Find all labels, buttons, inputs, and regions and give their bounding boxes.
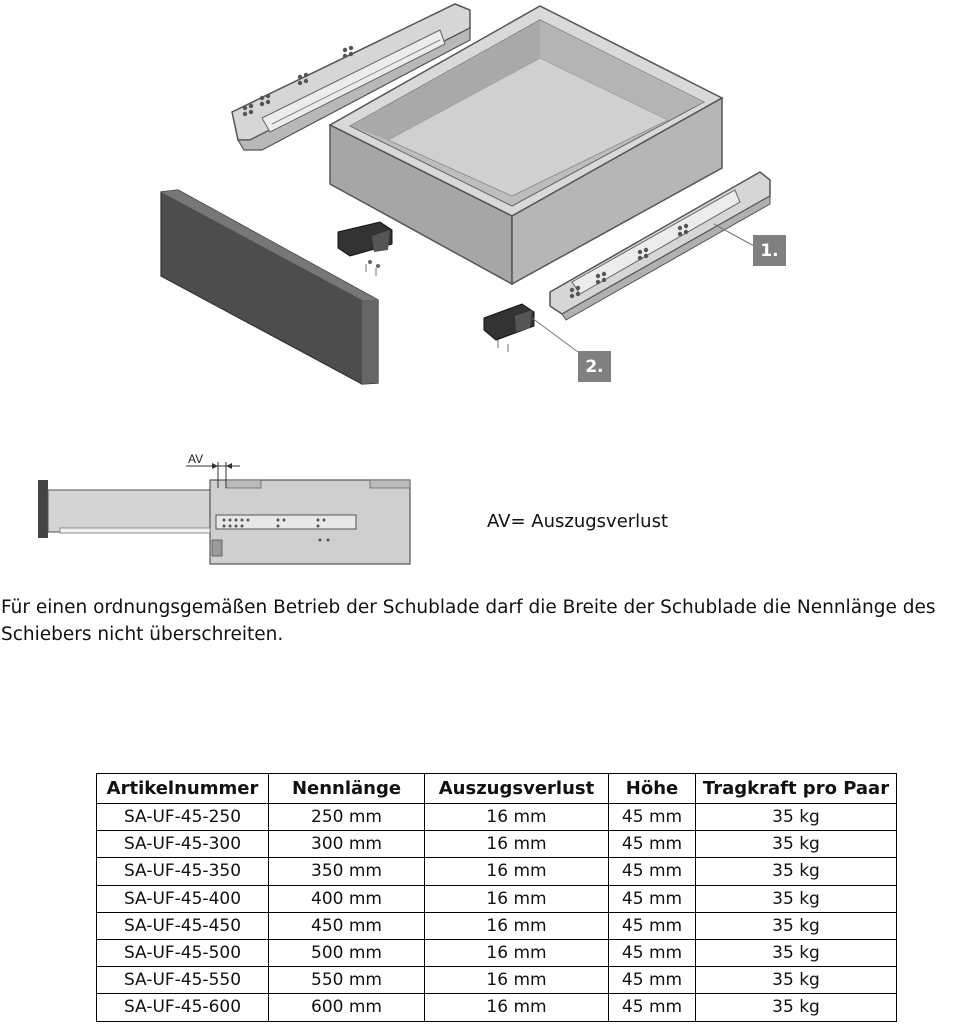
cell-height: 45 mm <box>609 939 696 966</box>
table-row <box>97 967 897 994</box>
callout-label-2: 2. <box>578 351 611 382</box>
cell-height: 45 mm <box>609 804 696 831</box>
header-nominal-length: Nennlänge <box>269 774 425 804</box>
cell-nominal-length: 550 mm <box>269 967 425 994</box>
cell-load-capacity: 35 kg <box>696 994 897 1021</box>
cell-load-capacity: 35 kg <box>696 858 897 885</box>
header-extension-loss: Auszugsverlust <box>425 774 609 804</box>
cell-nominal-length: 250 mm <box>269 804 425 831</box>
table-header-row <box>97 774 897 804</box>
header-height: Höhe <box>609 774 696 804</box>
cell-article-number: SA-UF-45-350 <box>97 858 269 885</box>
header-article-number: Artikelnummer <box>97 774 269 804</box>
cell-article-number: SA-UF-45-550 <box>97 967 269 994</box>
push-to-open-unit-upper <box>338 222 392 276</box>
drawer-front-panel <box>161 190 378 384</box>
cell-nominal-length: 400 mm <box>269 885 425 912</box>
instruction-text: Für einen ordnungsgemäßen Betrieb der Schublade darf die Breite der Schublade die Nennlänge des Schiebers nicht überschreiten. <box>1 597 936 645</box>
cell-height: 45 mm <box>609 912 696 939</box>
cell-extension-loss: 16 mm <box>425 967 609 994</box>
cell-height: 45 mm <box>609 831 696 858</box>
table-row <box>97 831 897 858</box>
cell-nominal-length: 600 mm <box>269 994 425 1021</box>
cell-article-number: SA-UF-45-600 <box>97 994 269 1021</box>
cell-height: 45 mm <box>609 994 696 1021</box>
cell-extension-loss: 16 mm <box>425 885 609 912</box>
cell-article-number: SA-UF-45-250 <box>97 804 269 831</box>
cell-article-number: SA-UF-45-500 <box>97 939 269 966</box>
av-caption: AV= Auszugsverlust <box>487 511 669 532</box>
cell-load-capacity: 35 kg <box>696 804 897 831</box>
cell-extension-loss: 16 mm <box>425 831 609 858</box>
cell-nominal-length: 500 mm <box>269 939 425 966</box>
cell-extension-loss: 16 mm <box>425 858 609 885</box>
cell-height: 45 mm <box>609 967 696 994</box>
cell-height: 45 mm <box>609 885 696 912</box>
cell-extension-loss: 16 mm <box>425 994 609 1021</box>
cell-load-capacity: 35 kg <box>696 912 897 939</box>
callout-label-1: 1. <box>753 235 786 266</box>
cell-article-number: SA-UF-45-300 <box>97 831 269 858</box>
header-load-capacity: Tragkraft pro Paar <box>696 774 897 804</box>
table-row <box>97 804 897 831</box>
table-row <box>97 939 897 966</box>
table-row <box>97 912 897 939</box>
cell-nominal-length: 350 mm <box>269 858 425 885</box>
cell-nominal-length: 450 mm <box>269 912 425 939</box>
cell-extension-loss: 16 mm <box>425 804 609 831</box>
extension-loss-diagram <box>38 462 410 564</box>
table-row <box>97 858 897 885</box>
cell-article-number: SA-UF-45-450 <box>97 912 269 939</box>
cell-load-capacity: 35 kg <box>696 885 897 912</box>
table-row <box>97 994 897 1021</box>
cell-nominal-length: 300 mm <box>269 831 425 858</box>
cell-load-capacity: 35 kg <box>696 939 897 966</box>
cell-extension-loss: 16 mm <box>425 912 609 939</box>
cell-height: 45 mm <box>609 858 696 885</box>
av-dimension-label: AV <box>188 452 204 466</box>
specification-table <box>96 773 897 1022</box>
cell-extension-loss: 16 mm <box>425 939 609 966</box>
cell-article-number: SA-UF-45-400 <box>97 885 269 912</box>
cell-load-capacity: 35 kg <box>696 831 897 858</box>
table-row <box>97 885 897 912</box>
cell-load-capacity: 35 kg <box>696 967 897 994</box>
